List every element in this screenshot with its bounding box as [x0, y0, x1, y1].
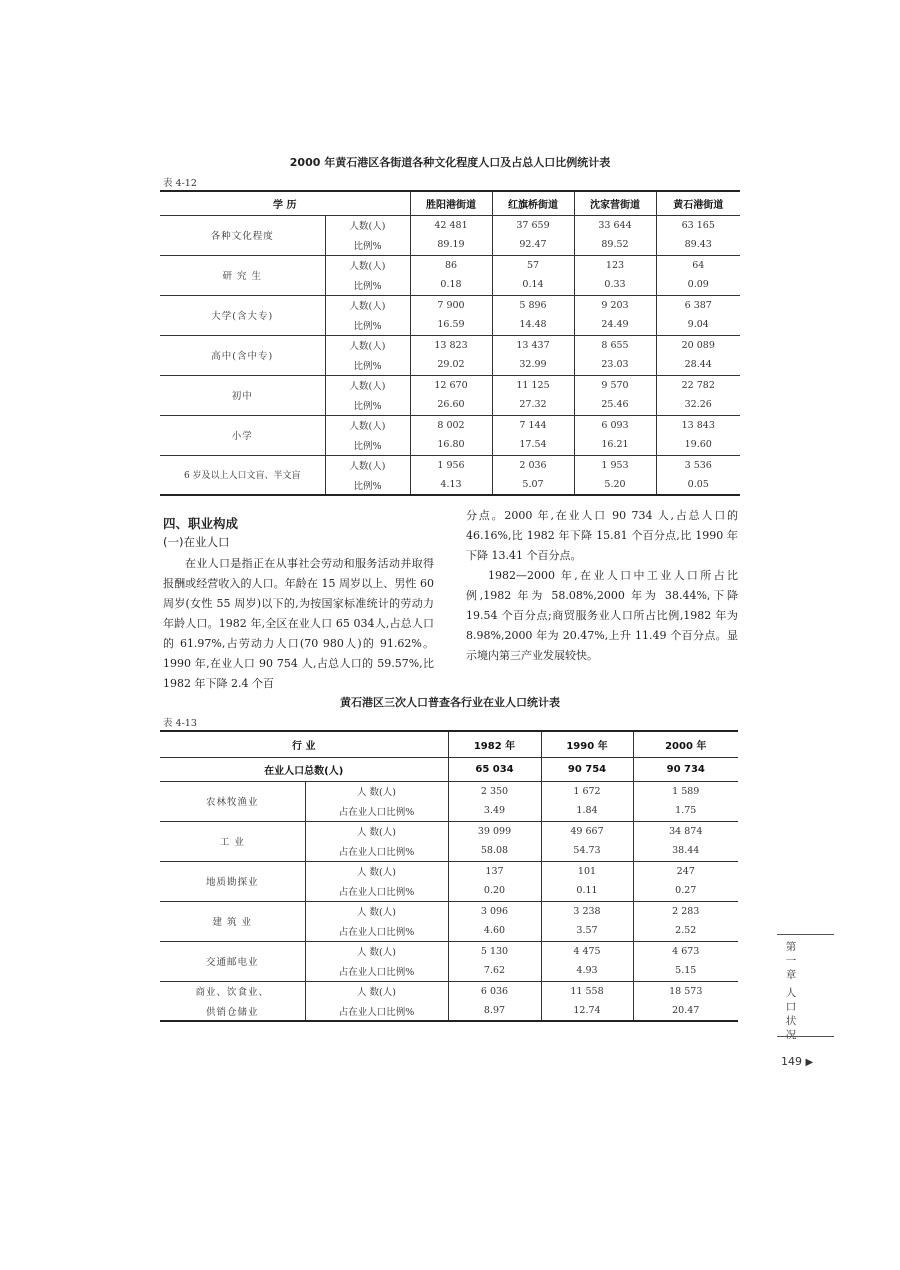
table-row	[160, 861, 738, 881]
paragraph-text: 分点。2000 年,在业人口 90 734 人,占总人口的 46.16%,比 1982 年下降 15.81 个百分点,比 1990 年下降 13.41 个百分点。	[466, 509, 738, 562]
cell-value: 2 283	[633, 901, 738, 921]
cell-value: 32.99	[492, 355, 574, 375]
row-measure: 占在业人口比例%	[305, 921, 448, 941]
cell-value: 17.54	[492, 435, 574, 455]
row-measure: 人数(人)	[325, 455, 410, 475]
row-measure: 占在业人口比例%	[305, 961, 448, 981]
table1-header-col: 胜阳港街道	[410, 191, 492, 215]
paragraph-text: 在业人口是指正在从事社会劳动和服务活动并取得报酬或经营收入的人口。年龄在 15 周岁以上、男性 60 周岁(女性 55 周岁)以下的,为按国家标准统计的劳动力年龄人口。1982 年,全区在业人口 65 034人,占总人口的 61.97%,占劳动力人口(70 980人)的 91.62%。1990 年,在业人口 90 754 人,占总人口的 59.57%,比 1982 年下降 2.4 个百	[163, 557, 434, 690]
cell-value: 58.08	[448, 841, 541, 861]
page-arrow-icon: ▶	[805, 1057, 814, 1068]
cell-value: 2.52	[633, 921, 738, 941]
cell-value: 1 672	[541, 781, 633, 801]
table2-label: 表 4-13	[163, 718, 197, 729]
row-category: 各种文化程度	[160, 215, 325, 255]
total-value: 90 754	[541, 757, 633, 781]
table1-header-col: 沈家营街道	[574, 191, 656, 215]
cell-value: 0.14	[492, 275, 574, 295]
cell-value: 3.49	[448, 801, 541, 821]
cell-value: 0.27	[633, 881, 738, 901]
row-measure: 人 数(人)	[305, 781, 448, 801]
row-measure: 人数(人)	[325, 415, 410, 435]
table2-header-row	[160, 731, 738, 757]
row-measure: 比例%	[325, 435, 410, 455]
total-value: 65 034	[448, 757, 541, 781]
cell-value: 11 558	[541, 981, 633, 1001]
cell-value: 5 896	[492, 295, 574, 315]
cell-value: 13 437	[492, 335, 574, 355]
cell-value: 92.47	[492, 235, 574, 255]
cell-value: 0.09	[656, 275, 740, 295]
education-table	[160, 190, 740, 496]
table2-title: 黄石港区三次人口普查各行业在业人口统计表	[340, 696, 560, 709]
table1-header-col: 黄石港街道	[656, 191, 740, 215]
row-measure: 占在业人口比例%	[305, 1001, 448, 1021]
row-category: 高中(含中专)	[160, 335, 325, 375]
cell-value: 4.93	[541, 961, 633, 981]
cell-value: 16.59	[410, 315, 492, 335]
cell-value: 89.52	[574, 235, 656, 255]
cell-value: 5.15	[633, 961, 738, 981]
cell-value: 29.02	[410, 355, 492, 375]
cell-value: 20.47	[633, 1001, 738, 1021]
cell-value: 64	[656, 255, 740, 275]
table-row	[160, 215, 740, 235]
table1-header-edu: 学 历	[160, 191, 410, 215]
paragraph-left	[163, 554, 434, 694]
cell-value: 8 655	[574, 335, 656, 355]
cell-value: 49 667	[541, 821, 633, 841]
row-category: 地质勘探业	[160, 861, 305, 901]
cell-value: 27.32	[492, 395, 574, 415]
cell-value: 3.57	[541, 921, 633, 941]
table2-header-col: 1990 年	[541, 731, 633, 757]
paragraph-right	[466, 506, 738, 666]
cell-value: 9 203	[574, 295, 656, 315]
table-row	[160, 415, 740, 435]
table1-title: 2000 年黄石港区各街道各种文化程度人口及占总人口比例统计表	[289, 156, 611, 169]
cell-value: 6 093	[574, 415, 656, 435]
cell-value: 86	[410, 255, 492, 275]
table1-header-col: 红旗桥街道	[492, 191, 574, 215]
cell-value: 11 125	[492, 375, 574, 395]
table-row	[160, 981, 738, 1001]
section-subheading: (一)在业人口	[163, 535, 230, 549]
row-category: 初中	[160, 375, 325, 415]
cell-value: 5.07	[492, 475, 574, 495]
cell-value: 1 589	[633, 781, 738, 801]
cell-value: 18 573	[633, 981, 738, 1001]
row-measure: 人 数(人)	[305, 901, 448, 921]
table-row	[160, 941, 738, 961]
cell-value: 13 823	[410, 335, 492, 355]
cell-value: 20 089	[656, 335, 740, 355]
cell-value: 0.05	[656, 475, 740, 495]
table-row	[160, 255, 740, 275]
cell-value: 1.84	[541, 801, 633, 821]
table1-header-row	[160, 191, 740, 215]
table1-label: 表 4-12	[163, 178, 197, 189]
cell-value: 34 874	[633, 821, 738, 841]
cell-value: 1 956	[410, 455, 492, 475]
row-measure: 人数(人)	[325, 295, 410, 315]
table-row	[160, 1001, 738, 1021]
table2-total-row	[160, 757, 738, 781]
cell-value: 28.44	[656, 355, 740, 375]
cell-value: 9.04	[656, 315, 740, 335]
cell-value: 16.80	[410, 435, 492, 455]
cell-value: 4.60	[448, 921, 541, 941]
cell-value: 42 481	[410, 215, 492, 235]
cell-value: 7 144	[492, 415, 574, 435]
cell-value: 3 536	[656, 455, 740, 475]
cell-value: 4 673	[633, 941, 738, 961]
page-number	[781, 1055, 813, 1068]
row-measure: 人 数(人)	[305, 981, 448, 1001]
cell-value: 3 238	[541, 901, 633, 921]
cell-value: 2 036	[492, 455, 574, 475]
cell-value: 13 843	[656, 415, 740, 435]
cell-value: 7.62	[448, 961, 541, 981]
cell-value: 0.33	[574, 275, 656, 295]
chapter-tab-bottom-rule	[777, 1036, 834, 1037]
cell-value: 101	[541, 861, 633, 881]
cell-value: 39 099	[448, 821, 541, 841]
chapter-title: 人口状况	[785, 987, 797, 1041]
cell-value: 26.60	[410, 395, 492, 415]
cell-value: 0.18	[410, 275, 492, 295]
cell-value: 5.20	[574, 475, 656, 495]
row-measure: 比例%	[325, 395, 410, 415]
cell-value: 123	[574, 255, 656, 275]
row-measure: 占在业人口比例%	[305, 801, 448, 821]
total-label: 在业人口总数(人)	[160, 757, 448, 781]
row-measure: 人 数(人)	[305, 941, 448, 961]
row-category: 6 岁及以上人口文盲、半文盲	[160, 455, 325, 495]
row-measure: 人 数(人)	[305, 821, 448, 841]
cell-value: 12.74	[541, 1001, 633, 1021]
cell-value: 23.03	[574, 355, 656, 375]
cell-value: 89.19	[410, 235, 492, 255]
chapter-number: 第一章	[785, 941, 797, 981]
cell-value: 4.13	[410, 475, 492, 495]
cell-value: 8.97	[448, 1001, 541, 1021]
row-measure: 人数(人)	[325, 335, 410, 355]
cell-value: 3 096	[448, 901, 541, 921]
row-category: 大学(含大专)	[160, 295, 325, 335]
cell-value: 1.75	[633, 801, 738, 821]
page-number-text: 149	[781, 1055, 802, 1068]
row-measure: 比例%	[325, 315, 410, 335]
cell-value: 63 165	[656, 215, 740, 235]
cell-value: 0.20	[448, 881, 541, 901]
cell-value: 0.11	[541, 881, 633, 901]
cell-value: 9 570	[574, 375, 656, 395]
cell-value: 1 953	[574, 455, 656, 475]
cell-value: 2 350	[448, 781, 541, 801]
cell-value: 6 036	[448, 981, 541, 1001]
table2-header-industry: 行 业	[160, 731, 448, 757]
table2-header-col: 1982 年	[448, 731, 541, 757]
row-category: 交通邮电业	[160, 941, 305, 981]
industry-table	[160, 730, 738, 1022]
cell-value: 5 130	[448, 941, 541, 961]
row-measure: 比例%	[325, 355, 410, 375]
row-category: 商业、饮食业、	[160, 981, 305, 1001]
total-value: 90 734	[633, 757, 738, 781]
cell-value: 57	[492, 255, 574, 275]
row-measure: 占在业人口比例%	[305, 881, 448, 901]
row-measure: 比例%	[325, 235, 410, 255]
cell-value: 38.44	[633, 841, 738, 861]
table-row	[160, 781, 738, 801]
cell-value: 89.43	[656, 235, 740, 255]
cell-value: 4 475	[541, 941, 633, 961]
table-row	[160, 295, 740, 315]
row-category: 农林牧渔业	[205, 797, 259, 808]
row-measure: 人数(人)	[325, 215, 410, 235]
cell-value: 8 002	[410, 415, 492, 435]
cell-value: 37 659	[492, 215, 574, 235]
table-row	[160, 901, 738, 921]
table-row	[160, 821, 738, 841]
row-category-cont: 供销仓储业	[160, 1001, 305, 1021]
cell-value: 19.60	[656, 435, 740, 455]
cell-value: 6 387	[656, 295, 740, 315]
row-measure: 人数(人)	[325, 375, 410, 395]
row-category: 工 业	[160, 821, 305, 861]
cell-value: 12 670	[410, 375, 492, 395]
row-category: 建 筑 业	[160, 901, 305, 941]
cell-value: 7 900	[410, 295, 492, 315]
paragraph-text: 1982—2000 年,在业人口中工业人口所占比例,1982 年为 58.08%,2000 年为 38.44%,下降 19.54 个百分点;商贸服务业人口所占比例,1982 年为 8.98%,2000 年为 20.47%,上升 11.49 个百分点。显示境内第三产业发展较快。	[466, 569, 738, 662]
row-measure: 人数(人)	[325, 255, 410, 275]
cell-value: 25.46	[574, 395, 656, 415]
cell-value: 14.48	[492, 315, 574, 335]
section-heading: 四、职业构成	[163, 516, 239, 531]
table2-header-col: 2000 年	[633, 731, 738, 757]
cell-value: 16.21	[574, 435, 656, 455]
cell-value: 137	[448, 861, 541, 881]
row-measure: 人 数(人)	[305, 861, 448, 881]
row-measure: 比例%	[325, 275, 410, 295]
row-measure: 占在业人口比例%	[305, 841, 448, 861]
cell-value: 247	[633, 861, 738, 881]
cell-value: 24.49	[574, 315, 656, 335]
row-measure: 比例%	[325, 475, 410, 495]
cell-value: 32.26	[656, 395, 740, 415]
row-category: 小学	[160, 415, 325, 455]
table-row	[160, 335, 740, 355]
chapter-tab-top-rule	[777, 934, 834, 935]
table-row	[160, 455, 740, 475]
table-row	[160, 375, 740, 395]
row-category: 研 究 生	[160, 255, 325, 295]
cell-value: 33 644	[574, 215, 656, 235]
cell-value: 22 782	[656, 375, 740, 395]
cell-value: 54.73	[541, 841, 633, 861]
